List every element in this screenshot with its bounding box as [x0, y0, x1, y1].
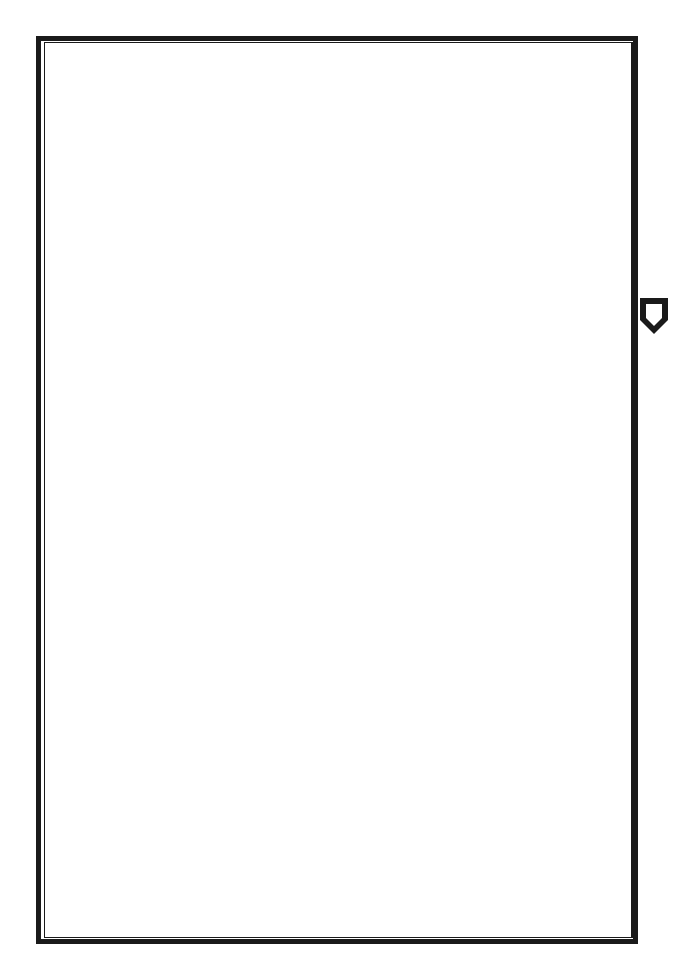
collection-title	[642, 60, 668, 285]
volume-label	[642, 400, 668, 560]
fishtail-mark-icon	[638, 296, 670, 336]
gutter-divider	[632, 42, 634, 938]
page-border-inner	[44, 42, 632, 938]
